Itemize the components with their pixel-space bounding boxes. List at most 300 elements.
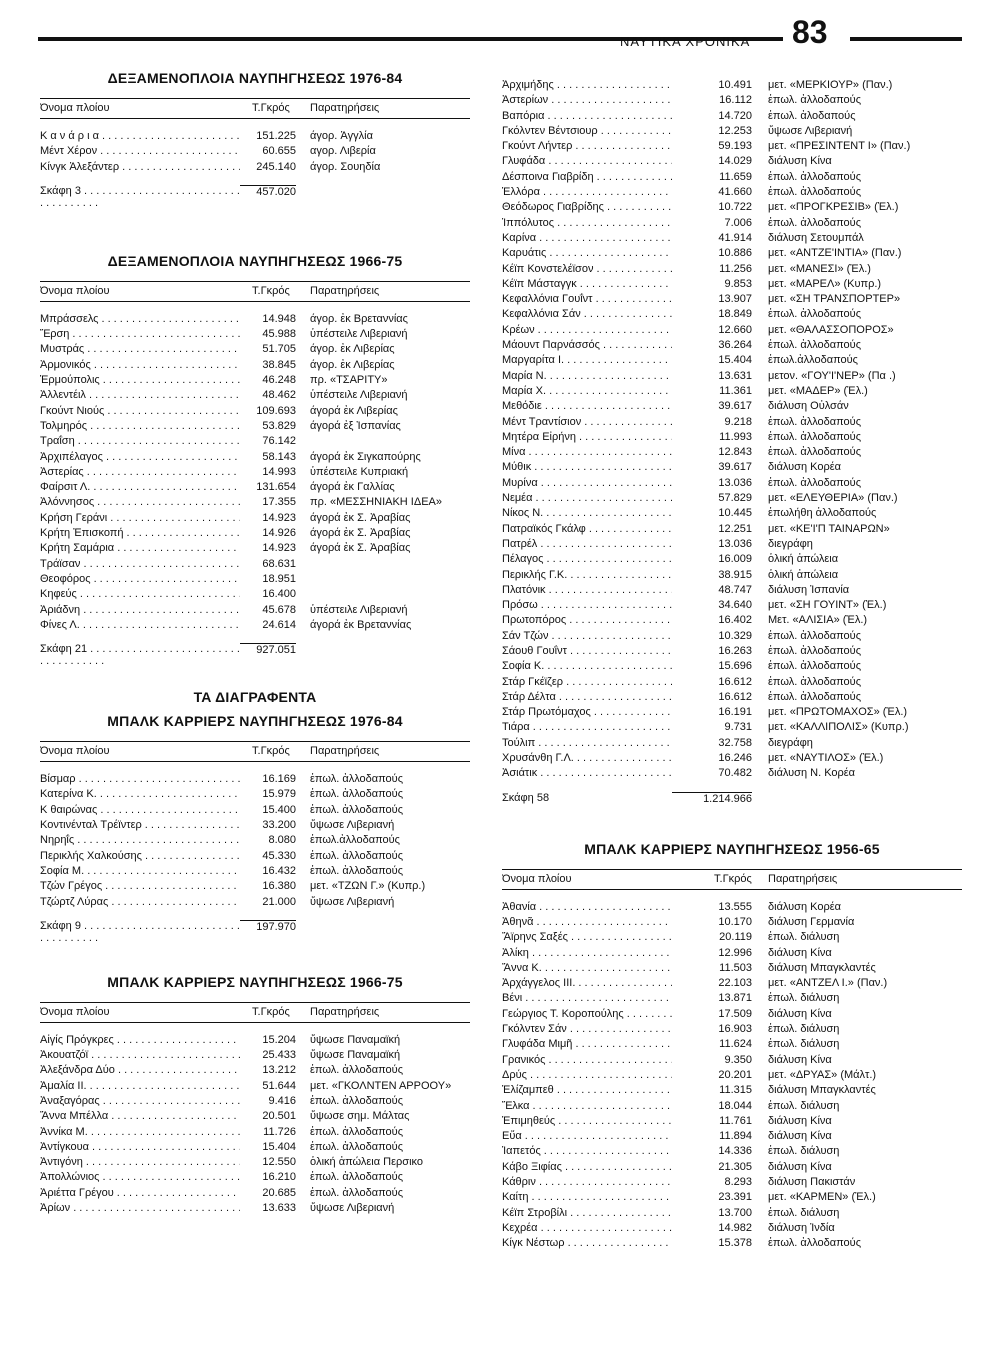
remarks: ὕψωσε Παναμαϊκή	[310, 1033, 401, 1046]
remarks: ἐπωλ. ἀλλοδαπούς	[768, 446, 861, 459]
gross-tonnage: 151.225	[256, 130, 296, 142]
table-row	[502, 109, 962, 124]
ship-name: Ἀλόννησος . . .	[40, 495, 240, 510]
gross-tonnage: 11.624	[719, 1038, 752, 1051]
remarks: ὕψωσε Λιβεριανή	[310, 1202, 395, 1215]
ship-name: Ἀθηνᾶ . . .	[502, 915, 672, 930]
ship-name: Ἄννα Κ. . . .	[502, 961, 672, 976]
gross-tonnage: 15.696	[718, 660, 752, 673]
ship-name: Τζώρτζ Λύρας . . .	[40, 895, 240, 910]
remarks: ἐπωλ. ἀλλοδαπούς	[310, 864, 403, 877]
remarks: ὕψωσε Λιβεριανή	[768, 124, 853, 137]
table-row	[40, 1109, 470, 1124]
gross-tonnage: 10.722	[718, 201, 752, 214]
gross-tonnage: 22.103	[718, 977, 752, 990]
remarks: διάλυση Κίνα	[768, 1160, 832, 1173]
table-row	[502, 598, 962, 613]
remarks: πρ. «ΜΕΣΣΗΝΙΑΚΗ ΙΔΕΑ»	[310, 496, 442, 509]
table-row	[502, 568, 962, 583]
table-header	[40, 281, 470, 302]
table-row	[502, 1083, 962, 1098]
remarks: ἐπωλ. διάλυση	[768, 1099, 840, 1112]
col-header-remarks: Παρατηρήσεις	[310, 284, 380, 297]
table-row	[502, 415, 962, 430]
ship-name: Μητέρα Εἰρήνη . . .	[502, 430, 672, 445]
remarks: ἐπωλ. διάλυση	[768, 1038, 840, 1051]
table-row	[502, 1053, 962, 1068]
table-row	[502, 613, 962, 628]
table-row	[40, 160, 470, 175]
remarks: άγορά ἐκ Γαλλίας	[310, 481, 395, 494]
gross-tonnage: 14.993	[262, 465, 296, 478]
table-row	[40, 526, 470, 541]
ship-name: Νηρηΐς . . .	[40, 833, 240, 848]
ship-name: Ἀναξαγόρας . . .	[40, 1094, 240, 1109]
remarks: ἐπωλ. ἀλλοδαπούς	[310, 1064, 403, 1077]
right-column	[502, 78, 962, 1251]
table-row	[502, 1190, 962, 1205]
ship-name: Πλατόνικ . . .	[502, 583, 672, 598]
ship-name: Σοφία Μ. . . .	[40, 864, 240, 879]
remarks: ἐπωλ. ἀλλοδαπούς	[768, 94, 861, 107]
col-header-name: Όνομα πλοίου	[40, 284, 110, 297]
remarks: μετ. «ΠΡΕΣΙΝΤΕΝΤ Ι» (Παν.)	[768, 140, 911, 153]
table-body	[40, 772, 470, 910]
table-row	[40, 312, 470, 327]
gross-tonnage: 109.693	[256, 404, 296, 417]
table-row	[502, 231, 962, 246]
gross-tonnage: 13.633	[262, 1202, 296, 1215]
total-row	[502, 792, 962, 805]
gross-tonnage: 24.614	[262, 618, 296, 631]
total-value: 197.970	[240, 920, 296, 944]
section-title: ΜΠΑΛΚ ΚΑΡΡΙΕΡΣ ΝΑΥΠΗΓΗΣΕΩΣ 1956-65	[584, 840, 880, 857]
remarks: διάλυση Κίνα	[768, 155, 832, 168]
table-row	[502, 991, 962, 1006]
magazine-title: ΝΑΥΤΙΚΑ ΧΡΟΝΙΚΑ	[620, 34, 751, 49]
table-row	[502, 292, 962, 307]
table-row	[502, 353, 962, 368]
ship-name: Ἀριάδνη . . .	[40, 603, 240, 618]
remarks: μετ. «ΜΕΡΚΙΟΥΡ» (Παν.)	[768, 79, 893, 91]
ship-name: Πρωτοπόρος . . .	[502, 613, 672, 628]
ship-name: Πατρέλ . . .	[502, 537, 672, 552]
gross-tonnage: 16.263	[718, 644, 752, 657]
ship-name: Ἀντίγκουα . . .	[40, 1140, 240, 1155]
remarks: ἐπωλ. ἀλλοδαπούς	[310, 803, 403, 816]
table-row	[502, 277, 962, 292]
table-row	[40, 879, 470, 894]
table-row	[502, 93, 962, 108]
table-row	[502, 900, 962, 915]
table-row	[502, 705, 962, 720]
remarks: διάλυση Κορέα	[768, 900, 841, 913]
ship-name: Δέσποινα Γιαβρίδη . . .	[502, 170, 672, 185]
table-row	[40, 144, 470, 159]
ship-name: Σάν Τζών . . .	[502, 629, 672, 644]
gross-tonnage: 60.655	[262, 145, 296, 158]
table-row	[502, 200, 962, 215]
remarks: μετ. «ΣΗ ΓΟΥΙΝΤ» (Ἐλ.)	[768, 599, 887, 612]
remarks: ἐπωλ. ἀλλοδαπούς	[768, 1237, 861, 1250]
gross-tonnage: 20.119	[719, 931, 752, 944]
gross-tonnage: 11.503	[719, 961, 752, 974]
col-header-tonnage: Τ.Γκρός	[252, 1005, 290, 1018]
col-header-tonnage: Τ.Γκρός	[714, 872, 752, 885]
gross-tonnage: 41.914	[718, 231, 752, 244]
table-row	[502, 1022, 962, 1037]
table-row	[40, 1186, 470, 1201]
table-row	[502, 690, 962, 705]
remarks	[296, 572, 470, 587]
remarks: ἐπωλ. ἀλλοδαπούς	[310, 773, 403, 786]
gross-tonnage: 53.829	[262, 419, 296, 432]
table-body	[502, 900, 962, 1252]
remarks: διάλυση Πακιστάν	[768, 1176, 856, 1188]
table-row	[40, 1094, 470, 1109]
total-row	[40, 920, 470, 944]
gross-tonnage: 13.555	[718, 900, 752, 913]
table-row	[40, 557, 470, 572]
gross-tonnage: 11.761	[719, 1114, 752, 1127]
table-row	[40, 1033, 470, 1048]
gross-tonnage: 23.391	[718, 1191, 752, 1204]
remarks: μετ. «ΚΑΛΛΙΠΟΛΙΣ» (Κυπρ.)	[768, 721, 909, 734]
remarks: άγορ. Σουηδία	[310, 160, 381, 173]
remarks: μετ. «ΣΗ ΤΡΑΝΣΠΟΡΤΕΡ»	[768, 293, 901, 306]
remarks: διάλυση Κίνα	[768, 946, 832, 959]
gross-tonnage: 14.923	[262, 542, 296, 555]
remarks: ἐπωλ. ἀλλοδαπούς	[768, 675, 861, 688]
ship-name: Στάρ Γκέϊζερ . . .	[502, 675, 672, 690]
ship-name: Κίνγκ Ἀλεξάντερ . . .	[40, 160, 240, 175]
ship-name: Γρανικός . . .	[502, 1053, 672, 1068]
table-row	[502, 751, 962, 766]
ship-name: Γκόλντεν Σάν . . .	[502, 1022, 672, 1037]
ship-name: Ἀννίκα Μ. . . .	[40, 1125, 240, 1140]
remarks: διάλυση Οὐλσάν	[768, 400, 849, 413]
col-header-name: Όνομα πλοίου	[502, 872, 572, 885]
table-row	[502, 506, 962, 521]
remarks: μετ. «ΑΝΤΖΕΛ Ι.» (Παν.)	[768, 977, 888, 990]
total-label: Σκάφη 9	[40, 919, 81, 932]
table-row	[502, 399, 962, 414]
table-row	[502, 930, 962, 945]
ship-name: Κρήτη Σαμάρια . . .	[40, 541, 240, 556]
gross-tonnage: 245.140	[256, 160, 296, 173]
ship-name: Χρυσάνθη Γ.Λ. . . .	[502, 751, 672, 766]
ship-name: Ἕλκα . . .	[502, 1099, 672, 1114]
table-row	[502, 1129, 962, 1144]
remarks: ἐπωλ. διάλυση	[768, 992, 840, 1005]
table-row	[40, 358, 470, 373]
ship-name: Ἀρχιμήδης . . .	[502, 78, 672, 93]
remarks: ἐπωλ. διάλυση	[768, 1145, 840, 1158]
table-row	[502, 583, 962, 598]
col-header-tonnage: Τ.Γκρός	[252, 284, 290, 297]
gross-tonnage: 20.201	[718, 1068, 752, 1081]
gross-tonnage: 16.009	[718, 553, 752, 566]
table-row	[40, 833, 470, 848]
table-row	[40, 1155, 470, 1170]
table-row	[40, 772, 470, 787]
section-title: ΜΠΑΛΚ ΚΑΡΡΙΕΡΣ ΝΑΥΠΗΓΗΣΕΩΣ 1966-75	[107, 973, 403, 990]
table-row	[40, 587, 470, 602]
table-row	[502, 552, 962, 567]
remarks: διάλυση Ν. Κορέα	[768, 767, 856, 780]
remarks: διάλυση Κορέα	[768, 461, 841, 474]
section-title: ΜΠΑΛΚ ΚΑΡΡΙΕΡΣ ΝΑΥΠΗΓΗΣΕΩΣ 1976-84	[107, 713, 403, 730]
table-body	[40, 312, 470, 633]
table-row	[40, 450, 470, 465]
remarks: ἐπωλ. ἀλλοδαπούς	[310, 1186, 403, 1199]
table-row	[40, 787, 470, 802]
remarks: ἐπωλ. ἀλοδαπούς	[768, 109, 856, 122]
gross-tonnage: 11.659	[719, 170, 752, 183]
table-row	[502, 1160, 962, 1175]
ship-name: Μέντ Τραντίσιον . . .	[502, 415, 672, 430]
remarks: μετ. «ΜΑΡΕΛ» (Κυπρ.)	[768, 277, 882, 290]
remarks: ἐπωλήθη ἀλλοδαπούς	[768, 507, 877, 520]
gross-tonnage: 16.112	[719, 94, 752, 107]
remarks: άγορά ἐκ Σ. Ἀραβίας	[310, 542, 411, 555]
section-tankers-1966-75	[40, 253, 470, 667]
remarks: ἐπωλ.ἀλλοδαπούς	[768, 354, 858, 367]
table-row	[40, 618, 470, 633]
gross-tonnage: 16.612	[718, 675, 752, 688]
remarks: άγορά ἐκ Σ. Ἀραβίας	[310, 511, 411, 524]
table-row	[40, 342, 470, 357]
gross-tonnage: 13.700	[718, 1206, 752, 1219]
gross-tonnage: 14.926	[262, 527, 296, 540]
table-header	[40, 741, 470, 762]
ship-name: Ἐλίζαμπεθ . . .	[502, 1083, 672, 1098]
gross-tonnage: 25.433	[262, 1049, 296, 1062]
ship-name: Θεοφόρος . . .	[40, 572, 240, 587]
gross-tonnage: 13.907	[718, 293, 752, 306]
ship-name: Περικλής Γ.Κ. . . .	[502, 568, 672, 583]
gross-tonnage: 16.191	[718, 706, 752, 719]
remarks: ἐπωλ. διάλυση	[768, 1206, 840, 1219]
total-row	[40, 643, 470, 667]
gross-tonnage: 48.747	[718, 583, 752, 596]
gross-tonnage: 45.678	[262, 603, 296, 616]
table-row	[502, 216, 962, 231]
table-row	[502, 1221, 962, 1236]
ship-name: Ἱππόλυτος . . .	[502, 216, 672, 231]
remarks: ἐπωλ. ἀλλοδαπούς	[310, 1094, 403, 1107]
table-row	[40, 1063, 470, 1078]
remarks: ἐπωλ. ἀλλοδαπούς	[310, 788, 403, 801]
gross-tonnage: 11.726	[263, 1125, 296, 1138]
gross-tonnage: 15.378	[718, 1237, 752, 1250]
remarks: μετ. «ΚΑΡΜΕΝ» (Ἐλ.)	[768, 1191, 876, 1204]
col-header-tonnage: Τ.Γκρός	[252, 745, 290, 758]
table-row	[502, 659, 962, 674]
remarks: ὑπέστειλε Λιβεριανή	[310, 603, 408, 616]
remarks: άγορά ἐκ Σιγκαπούρης	[310, 450, 421, 463]
col-header-remarks: Παρατηρήσεις	[310, 745, 380, 758]
remarks: άγορά ἐκ Βρεταννίας	[310, 618, 412, 631]
table-row	[40, 603, 470, 618]
ship-name: Ἀριέττα Γρέγου . . .	[40, 1186, 240, 1201]
table-row	[502, 1175, 962, 1190]
table-row	[502, 124, 962, 139]
remarks: ἐπωλ. ἀλλοδαπούς	[768, 629, 861, 642]
ship-name: Πρόσω . . .	[502, 598, 672, 613]
ship-name: Καίτη . . .	[502, 1190, 672, 1205]
remarks: ἐπωλ. ἀλλοδαπούς	[768, 339, 861, 352]
table-header	[40, 1002, 470, 1023]
remarks: άγορ. ἐκ Βρεταννίας	[310, 312, 408, 325]
remarks: ὕψωσε Λιβεριανή	[310, 895, 395, 908]
ship-name: Κηφεύς . . .	[40, 587, 240, 602]
gross-tonnage: 33.200	[262, 819, 296, 832]
table-row	[502, 307, 962, 322]
gross-tonnage: 18.849	[718, 308, 752, 321]
gross-tonnage: 11.315	[719, 1084, 752, 1097]
table-row	[502, 1236, 962, 1251]
table-row	[502, 1206, 962, 1221]
ship-name: Νίκος Ν. . . .	[502, 506, 672, 521]
remarks: διάλυση Ἰσπανία	[768, 583, 850, 596]
table-row	[502, 323, 962, 338]
table-body	[40, 1033, 470, 1217]
ship-name: Κρήση Γεράνι . . .	[40, 511, 240, 526]
gross-tonnage: 10.329	[718, 629, 752, 642]
remarks: άγορά ἐξ Ἰσπανίας	[310, 419, 401, 432]
ship-name: Περικλής Χαλκούσης . . .	[40, 849, 240, 864]
ship-name: Στάρ Πρωτόμαχος . . .	[502, 705, 672, 720]
remarks: ἐπωλ. ἀλλοδαπούς	[768, 430, 861, 443]
gross-tonnage: 14.720	[718, 109, 752, 122]
ship-name: Ἑρμούπολις . . .	[40, 373, 240, 388]
remarks	[296, 587, 470, 602]
remarks: Μετ. «ΑΛΙΣΙΑ» (Ἐλ.)	[768, 614, 868, 627]
gross-tonnage: 12.550	[262, 1156, 296, 1169]
table-row	[40, 1125, 470, 1140]
remarks: άγορά ἐκ Σ. Ἀραβίας	[310, 527, 411, 540]
table-row	[40, 1140, 470, 1155]
ship-name: Κεχρέα . . .	[502, 1221, 672, 1236]
gross-tonnage: 131.654	[256, 481, 296, 494]
table-row	[40, 388, 470, 403]
remarks	[296, 557, 470, 572]
ship-name: Ἑλλόρα . . .	[502, 185, 672, 200]
gross-tonnage: 14.336	[718, 1145, 752, 1158]
ship-name: Σάουθ Γουΐντ . . .	[502, 644, 672, 659]
table-row	[502, 1037, 962, 1052]
table-body	[40, 129, 470, 175]
total-row	[40, 185, 470, 209]
remarks: διάλυση Κίνα	[768, 1007, 832, 1020]
gross-tonnage: 13.036	[718, 476, 752, 489]
table-row	[502, 915, 962, 930]
gross-tonnage: 68.631	[262, 557, 296, 570]
gross-tonnage: 51.644	[262, 1079, 296, 1092]
table-row	[502, 491, 962, 506]
col-header-name: Όνομα πλοίου	[40, 102, 110, 114]
ship-name: Κέϊπ Κονστελέϊσον . . .	[502, 262, 672, 277]
gross-tonnage: 11.256	[719, 262, 752, 275]
ship-name: Κρήτη Ἐπισκοπή . . .	[40, 526, 240, 541]
table-row	[502, 170, 962, 185]
ship-name: Κίγκ Νέστωρ . . .	[502, 1236, 672, 1251]
remarks: διάλυση Μπαγκλαντές	[768, 1084, 876, 1097]
table-row	[40, 129, 470, 144]
table-row	[40, 404, 470, 419]
gross-tonnage: 9.416	[268, 1094, 296, 1107]
remarks: ἐπωλ. ἀλλοδαπούς	[768, 308, 861, 321]
table-row	[40, 434, 470, 449]
remarks: μετ. «ΠΡΟΓΚΡΕΣΙΒ» (Ἐλ.)	[768, 201, 899, 214]
ship-name: Τζών Γρέγος . . .	[40, 879, 240, 894]
gross-tonnage: 13.631	[718, 369, 752, 382]
table-row	[502, 338, 962, 353]
ship-name: Ἀρχάγγελος ΙΙΙ. . . .	[502, 976, 672, 991]
gross-tonnage: 14.029	[718, 155, 752, 168]
ship-name: Ἀλεξάνδρα Δύο . . .	[40, 1063, 240, 1078]
ship-name: Μέντ Χέρον . . .	[40, 144, 240, 159]
ship-name: Μαρία Ν. . . .	[502, 369, 672, 384]
table-row	[502, 644, 962, 659]
gross-tonnage: 32.758	[718, 736, 752, 749]
ship-name: Κ α ν ά ρ ι α . . .	[40, 129, 240, 144]
remarks: ἐπωλ.ἀλλοδαπούς	[310, 834, 400, 847]
gross-tonnage: 16.432	[262, 864, 296, 877]
table-row	[502, 1099, 962, 1114]
table-row	[502, 1007, 962, 1022]
gross-tonnage: 17.355	[262, 496, 296, 509]
ship-name: Κ θαιρώνας . . .	[40, 803, 240, 818]
ship-name: Κοντινένταλ Τρέϊντερ . . .	[40, 818, 240, 833]
table-row	[40, 864, 470, 879]
gross-tonnage: 58.143	[262, 450, 296, 463]
table-row	[502, 629, 962, 644]
table-row	[40, 495, 470, 510]
table-row	[40, 572, 470, 587]
remarks: μετ. «ΜΑΔΕΡ» (Ἐλ.)	[768, 384, 868, 397]
table-row	[40, 373, 470, 388]
gross-tonnage: 21.000	[262, 895, 296, 908]
gross-tonnage: 76.142	[262, 435, 296, 448]
remarks: μετον. «ΓΟΥ'Ι'ΝΕΡ» (Πα .)	[768, 369, 896, 382]
gross-tonnage: 13.871	[718, 992, 752, 1005]
ship-name: Βένι . . .	[502, 991, 672, 1006]
col-header-tonnage: Τ.Γκρός	[252, 102, 290, 114]
gross-tonnage: 39.617	[718, 400, 752, 413]
gross-tonnage: 34.640	[718, 599, 752, 612]
remarks: διάλυση Σετουμπάλ	[768, 231, 864, 244]
ship-name: Μαρία Χ. . . .	[502, 384, 672, 399]
gross-tonnage: 12.996	[718, 946, 752, 959]
table-row	[502, 961, 962, 976]
ship-name: Τιάρα . . .	[502, 720, 672, 735]
remarks: μετ. «ΠΡΩΤΟΜΑΧΟΣ» (Ἐλ.)	[768, 706, 908, 719]
remarks: μετ. «ΜΑΝΕΣΙ» (Ἐλ.)	[768, 262, 871, 275]
section-bulk-1966-75-continued	[502, 78, 962, 805]
remarks: μετ. «ΕΛΕΥΘΕΡΙΑ» (Παν.)	[768, 492, 898, 505]
ship-name: Πατραϊκός Γκάλφ . . .	[502, 522, 672, 537]
remarks: ὑπέστειλε Κυπριακή	[310, 465, 409, 478]
ship-name: Καρίνα . . .	[502, 231, 672, 246]
gross-tonnage: 15.400	[262, 803, 296, 816]
ship-name: Τολμηρός . . .	[40, 419, 240, 434]
remarks: μετ. «ΓΚΟΛΝΤΕΝ ΑΡΡΟΟΥ»	[310, 1079, 452, 1092]
col-header-name: Όνομα πλοίου	[40, 1005, 110, 1018]
remarks: ἐπωλ. ἀλλοδαπούς	[768, 186, 861, 199]
remarks: ἐπωλ. ἀλλοδαπούς	[310, 1140, 403, 1153]
